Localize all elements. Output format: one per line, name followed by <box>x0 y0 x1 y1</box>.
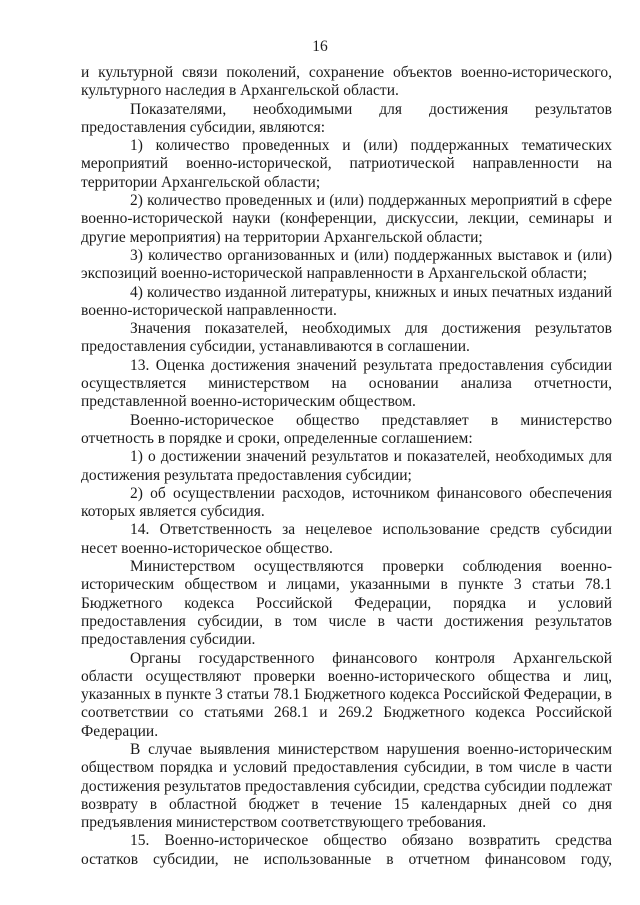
paragraph: 1) количество проведенных и (или) поддержанных тематических мероприятий военно-исторической, патриотической направленности на территории Архангельской области; <box>81 137 612 191</box>
paragraph: 2) количество проведенных и (или) поддержанных мероприятий в сфере военно-исторической науки (конференции, дискуссии, лекции, семинары и другие мероприятия) на территории Архангельской области; <box>81 192 612 246</box>
paragraph: 3) количество организованных и (или) поддержанных выставок и (или) экспозиций военно-исторической направленности в Архангельской области; <box>81 246 612 283</box>
paragraph: 14. Ответственность за нецелевое использование средств субсидии несет военно-историческое общество. <box>81 521 612 557</box>
paragraph: 4) количество изданной литературы, книжных и иных печатных изданий военно-исторической направленности. <box>81 283 612 319</box>
paragraph: 13. Оценка достижения значений результата предоставления субсидии осуществляется министерством на основании анализа отчетности, представленной военно-историческим обществом. <box>81 356 612 411</box>
paragraph: Министерством осуществляются проверки соблюдения военно-историческим обществом и лицами, указанными в пункте 3 статьи 78.1 Бюджетного кодекса Российской Федерации, порядка и условий предоставления субсидии, в том числе в части достижения результатов предоставления субсидии. <box>81 558 612 649</box>
paragraph: 1) о достижении значений результатов и показателей, необходимых для достижения результата предоставления субсидии; <box>81 448 612 484</box>
page-number: 16 <box>312 38 328 55</box>
document-body <box>81 64 612 869</box>
paragraph: Военно-историческое общество представляет в министерство отчетность в порядке и сроки, определенные соглашением: <box>81 411 612 447</box>
paragraph: 15. Военно-историческое общество обязано возвратить средства остатков субсидии, не использованные в отчетном финансовом году, <box>81 832 612 868</box>
paragraph: и культурной связи поколений, сохранение объектов военно-исторического, культурного наследия в Архангельской области. <box>81 64 612 100</box>
paragraph: В случае выявления министерством нарушения военно-историческим обществом порядка и условий предоставления субсидии, в том числе в части достижения результатов предоставления субсидии, средства субсидии подлежат возврату в областной бюджет в течение 15 календарных дней со дня предъявления министерством соответствующего требования. <box>81 740 612 832</box>
paragraph: 2) об осуществлении расходов, источником финансового обеспечения которых является субсидия. <box>81 484 612 521</box>
paragraph: Органы государственного финансового контроля Архангельской области осуществляют проверки военно-исторического общества и лиц, указанных в пункте 3 статьи 78.1 Бюджетного кодекса Российской Федерации, в соответствии со статьями 268.1 и 269.2 Бюджетного кодекса Российской Федерации. <box>81 649 612 740</box>
paragraph: Значения показателей, необходимых для достижения результатов предоставления субсидии, устанавливаются в соглашении. <box>81 320 612 356</box>
paragraph: Показателями, необходимыми для достижения результатов предоставления субсидии, являются: <box>81 100 612 136</box>
